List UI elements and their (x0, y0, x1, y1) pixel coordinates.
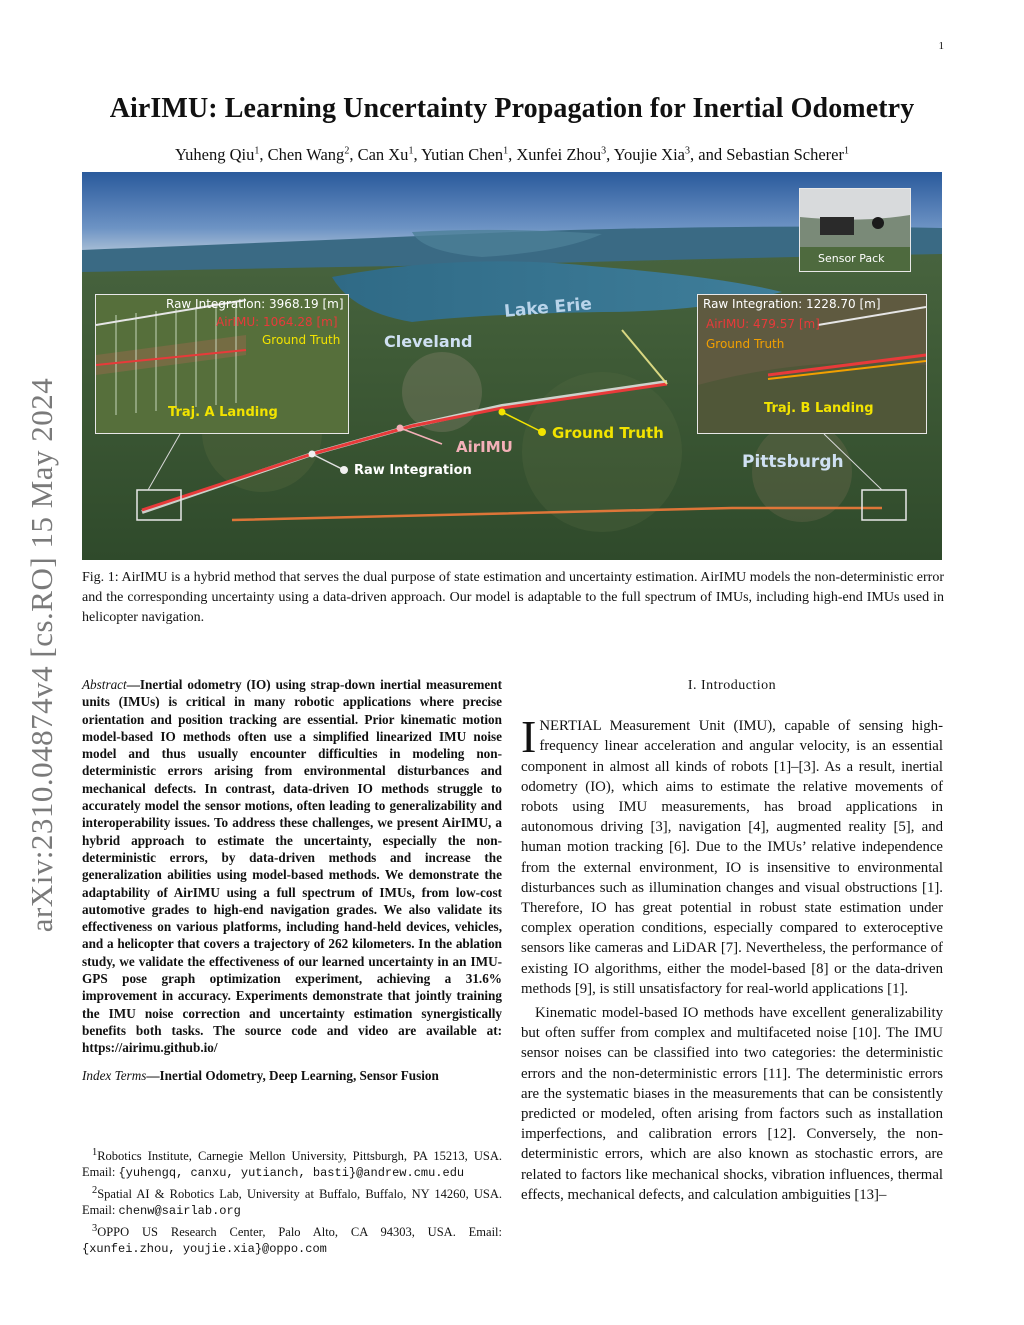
footnote-1-email: {yuhengq, canxu, yutianch, basti}@andrew.cmu.edu (118, 1166, 465, 1181)
author-affiliation-mark: 1 (254, 145, 260, 157)
author-affiliation-mark: 2 (344, 145, 350, 157)
inset-a-ground-truth: Ground Truth (262, 333, 341, 347)
cleveland-label: Cleveland (384, 332, 473, 351)
author-affiliation-mark: 1 (503, 145, 509, 157)
intro-paragraph-2: Kinematic model-based IO methods have excellent generalizability but often suffer from complex and multifaceted noise [10]. The IMU sensor noises can be classified into two categories: the deterministic errors and the non-deterministic errors [11]. The deterministic errors are the systematic biases in the measurements that can be consistently predicted or modeled, often arising from factors such as installation imperfections, and calibration errors [12]. Conversely, the non-deterministic errors, which are also known as stochastic errors, are related to factors like mechanical shocks, vibration influences, thermal effects, mechanical defects, and calculation ambiguities [13]– (521, 1005, 943, 1203)
abstract-text: —Inertial odometry (IO) using strap-down inertial measurement units (IMUs) is critical in many robotic applications where precise orientation and position tracking are essential. Prior kinematic motion model-based IO methods often use a simplified linearized IMU noise model and thus usually encounter difficulties in modeling non-deterministic errors arising from environmental disturbances and mechanical defects. In contrast, data-driven IO methods struggle to accurately model the sensor motions, often leading to generalizability and interoperability issues. To address these challenges, we present AirIMU, a hybrid approach to estimate the uncertainty, especially the non-deterministic errors, by data-driven methods and increase the generalization abilities using model-based methods. We demonstrate the adaptability of AirIMU using a full spectrum of IMUs, from low-cost automotive grades to high-end navigation grades. We also validate its effectiveness on various platforms, including hand-held devices, vehicles, and a helicopter that covers a trajectory of 262 kilometers. In the ablation study, we validate the effectiveness of our learned uncertainty in an IMU-GPS pose graph optimization experiment, achieving a 31.6% improvement in accuracy. Experiments demonstrate that jointly training the IMU noise correction and uncertainty estimation synergistically benefits both tasks. The source code and video are available at: https://airimu.github.io/ (82, 677, 502, 1056)
author-separator: , and (690, 145, 727, 164)
raw-integration-path-label: Raw Integration (354, 463, 472, 478)
author-name: Yuheng Qiu (175, 145, 255, 164)
figure-1-caption: Fig. 1: AirIMU is a hybrid method that serves the dual purpose of state estimation and uncertainty estimation. AirIMU models the non-deterministic error and the corresponding uncertainty using a data-driven approach. Our model is adaptable to the full spectrum of IMUs, including high-end IMUs used in helicopter navigation. (82, 570, 944, 625)
figure-1-satellite-map (82, 172, 942, 560)
author-list (0, 145, 1024, 165)
footnote-1-mark: 1 (92, 1147, 98, 1158)
inset-a-airimu: AirIMU: 1064.28 [m] (216, 315, 338, 329)
inset-trajectory-b (697, 294, 927, 434)
pittsburgh-label: Pittsburgh (742, 452, 844, 472)
footnote-2-text: Spatial AI & Robotics Lab, University at Buffalo, Buffalo, NY 14260, USA. Email: (82, 1187, 502, 1218)
author-name: Can Xu (357, 145, 409, 164)
airimu-path-label: AirIMU (456, 438, 513, 456)
author-separator: , (508, 145, 517, 164)
abstract (82, 676, 502, 1057)
index-terms (82, 1067, 502, 1084)
inset-b-landing: Traj. B Landing (764, 401, 874, 416)
page-number: 1 (938, 40, 944, 52)
paper-title: AirIMU: Learning Uncertainty Propagation for Inertial Odometry (109, 93, 915, 124)
abstract-label: Abstract (82, 677, 127, 692)
author-name: Chen Wang (267, 145, 345, 164)
author-affiliation-mark: 3 (685, 145, 691, 157)
author-name: Youjie Xia (613, 145, 686, 164)
footnote-3 (82, 1221, 502, 1257)
inset-b-airimu: AirIMU: 479.57 [m] (706, 317, 820, 331)
inset-a-landing: Traj. A Landing (168, 405, 278, 420)
footnote-3-email: {xunfei.zhou, youjie.xia}@oppo.com (82, 1242, 327, 1257)
author-separator: , (349, 145, 358, 164)
drop-cap: I (521, 711, 537, 763)
author-affiliation-mark: 1 (843, 145, 849, 157)
footnote-2-email: chenw@sairlab.org (118, 1204, 241, 1219)
author-name: Sebastian Scherer (726, 145, 844, 164)
footnote-3-text: OPPO US Research Center, Palo Alto, CA 94303, USA. Email: (97, 1225, 502, 1240)
index-terms-text: —Inertial Odometry, Deep Learning, Sensor Fusion (146, 1067, 439, 1083)
right-column (521, 676, 943, 1205)
left-column (82, 676, 502, 1084)
sensor-pack-label: Sensor Pack (818, 252, 885, 265)
intro-paragraph-1-text: NERTIAL Measurement Unit (IMU), capable of sensing high-frequency linear acceleration and angular velocity, is an essential component in almost all kinds of robots [1]–[3]. As a result, inertial odometry (IO), which aims to estimate the relative movements of robots using IMU measurements, has broad applications in autonomous driving [3], navigation [4], augmented reality [5], and human motion tracking [6]. Due to the IMUs’ relative independence from the external environment, IO is insensitive to environmental disturbances such as illumination changes and visual obstructions [1]. Therefore, IO has great potential in robust state estimation under complex operation conditions, especially compared to exteroceptive sensors like cameras and LiDAR [7]. Nevertheless, the performance of existing IO algorithms, either the model-based [8] or the data-driven methods [9], is still unsatisfactory for real-world applications [1]. (521, 718, 943, 997)
inset-trajectory-a (95, 294, 349, 434)
author-name: Xunfei Zhou (516, 145, 602, 164)
inset-b-raw-integration: Raw Integration: 1228.70 [m] (703, 297, 881, 311)
affiliation-footnotes (82, 1145, 502, 1259)
author-separator: , (259, 145, 268, 164)
lake-erie-label: Lake Erie (503, 294, 593, 322)
author-separator: , (413, 145, 422, 164)
sensor-pack-photo (799, 188, 911, 272)
inset-a-raw-integration: Raw Integration: 3968.19 [m] (166, 297, 344, 311)
footnote-2 (82, 1183, 502, 1219)
footnote-1 (82, 1145, 502, 1181)
inset-b-ground-truth: Ground Truth (706, 337, 785, 351)
ground-truth-path-label: Ground Truth (552, 424, 664, 442)
arxiv-id-text: arXiv:2310.04874v4 [cs.RO] 15 May 2024 (24, 377, 59, 933)
arxiv-identifier (22, 345, 62, 965)
author-affiliation-mark: 3 (601, 145, 607, 157)
author-affiliation-mark: 1 (408, 145, 414, 157)
author-separator: , (606, 145, 614, 164)
footnote-1-text: Robotics Institute, Carnegie Mellon University, Pittsburgh, PA 15213, USA. Email: (82, 1149, 502, 1180)
author-name: Yutian Chen (421, 145, 504, 164)
footnote-3-mark: 3 (92, 1223, 98, 1235)
index-terms-label: Index Terms (82, 1067, 147, 1083)
section-heading-introduction: I. Introduction (687, 678, 777, 693)
intro-paragraph-1 (521, 711, 943, 999)
footnote-2-mark: 2 (92, 1185, 98, 1197)
